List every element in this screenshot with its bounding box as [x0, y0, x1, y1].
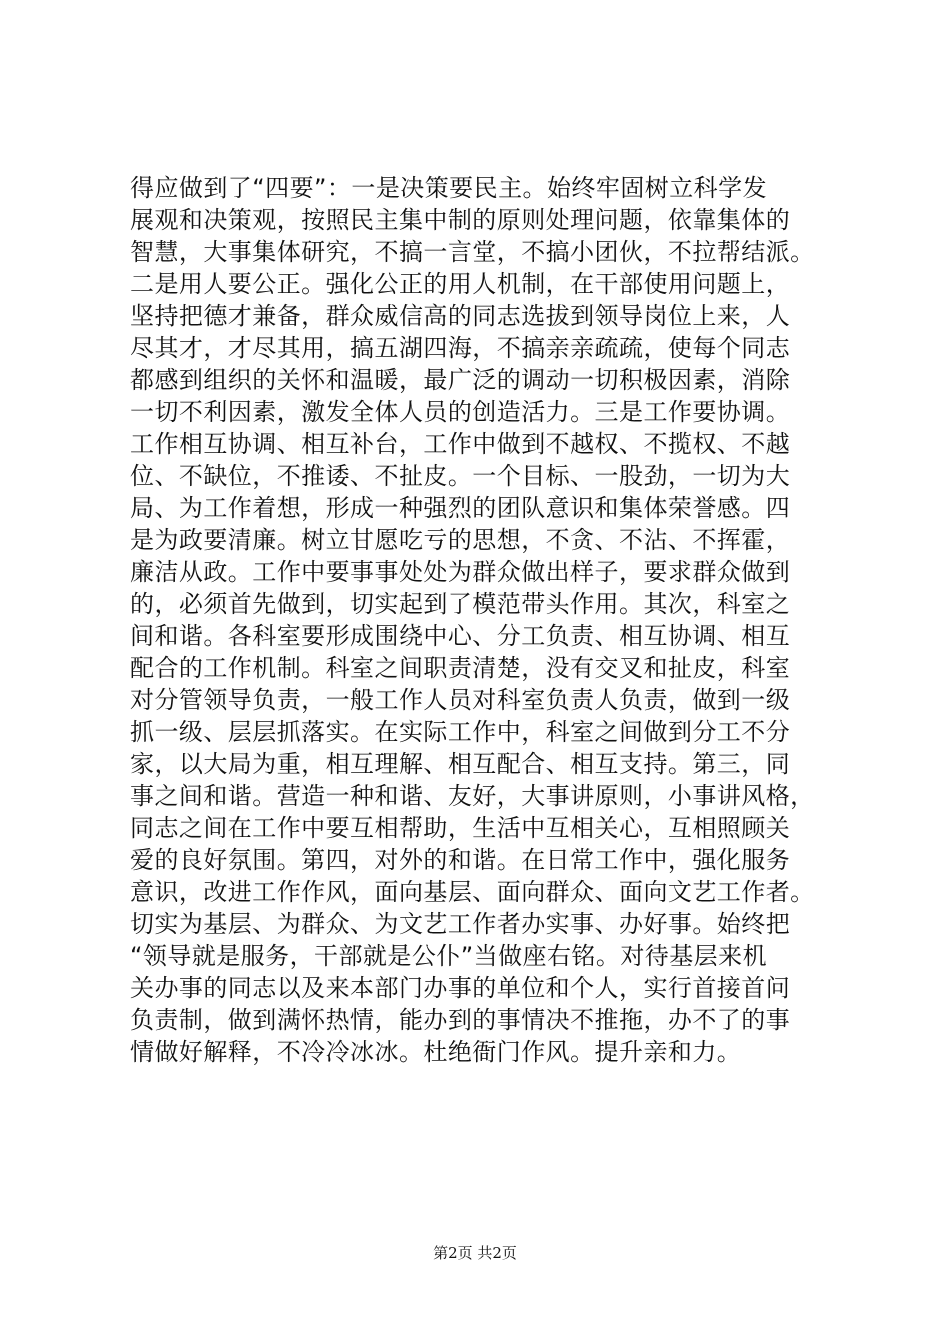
- text-line: 家，以大局为重，相互理解、相互配合、相互支持。第三，同: [130, 750, 791, 778]
- text-line: 局、为工作着想，形成一种强烈的团队意识和集体荣誉感。四: [130, 494, 791, 522]
- text-line: 配合的工作机制。科室之间职责清楚，没有交叉和扯皮，科室: [130, 654, 791, 682]
- text-line: “领导就是服务，干部就是公仆”当做座右铭。对待基层来机: [130, 942, 768, 970]
- text-line: 尽其才，才尽其用，搞五湖四海，不搞亲亲疏疏，使每个同志: [130, 334, 791, 362]
- text-line: 展观和决策观，按照民主集中制的原则处理问题，依靠集体的: [130, 206, 791, 234]
- text-line: 都感到组织的关怀和温暖，最广泛的调动一切积极因素，消除: [130, 366, 791, 394]
- text-line: 事之间和谐。营造一种和谐、友好，大事讲原则，小事讲风格，: [130, 782, 815, 810]
- text-line: 智慧，大事集体研究，不搞一言堂，不搞小团伙，不拉帮结派。: [130, 238, 815, 266]
- page-footer: 第2页 共2页: [433, 1244, 517, 1262]
- text-line: 坚持把德才兼备，群众威信高的同志选拔到领导岗位上来，人: [130, 302, 791, 330]
- text-line: 是为政要清廉。树立甘愿吃亏的思想，不贪、不沾、不挥霍，: [130, 526, 791, 554]
- text-line: 位、不缺位，不推诿、不扯皮。一个目标、一股劲，一切为大: [130, 462, 791, 490]
- text-line: 情做好解释，不冷冷冰冰。杜绝衙门作风。提升亲和力。: [130, 1038, 742, 1066]
- text-line: 同志之间在工作中要互相帮助，生活中互相关心，互相照顾关: [130, 814, 791, 842]
- text-line: 关办事的同志以及来本部门办事的单位和个人，实行首接首问: [130, 974, 791, 1002]
- text-line: 二是用人要公正。强化公正的用人机制，在干部使用问题上，: [130, 270, 791, 298]
- text-line: 意识，改进工作作风，面向基层、面向群众、面向文艺工作者。: [130, 878, 815, 906]
- text-line: 对分管领导负责，一般工作人员对科室负责人负责，做到一级: [130, 686, 791, 714]
- text-line: 间和谐。各科室要形成围绕中心、分工负责、相互协调、相互: [130, 622, 791, 650]
- text-line: 廉洁从政。工作中要事事处处为群众做出样子，要求群众做到: [130, 558, 791, 586]
- text-line: 得应做到了“四要”：一是决策要民主。始终牢固树立科学发: [130, 174, 768, 202]
- body-paragraph: [130, 172, 840, 1068]
- text-line: 爱的良好氛围。第四，对外的和谐。在日常工作中，强化服务: [130, 846, 791, 874]
- text-line: 工作相互协调、相互补台，工作中做到不越权、不揽权、不越: [130, 430, 791, 458]
- text-line: 一切不利因素，激发全体人员的创造活力。三是工作要协调。: [130, 398, 791, 426]
- text-line: 切实为基层、为群众、为文艺工作者办实事、办好事。始终把: [130, 910, 791, 938]
- text-line: 的，必须首先做到，切实起到了模范带头作用。其次，科室之: [130, 590, 791, 618]
- text-line: 负责制，做到满怀热情，能办到的事情决不推拖，办不了的事: [130, 1006, 791, 1034]
- text-line: 抓一级、层层抓落实。在实际工作中，科室之间做到分工不分: [130, 718, 791, 746]
